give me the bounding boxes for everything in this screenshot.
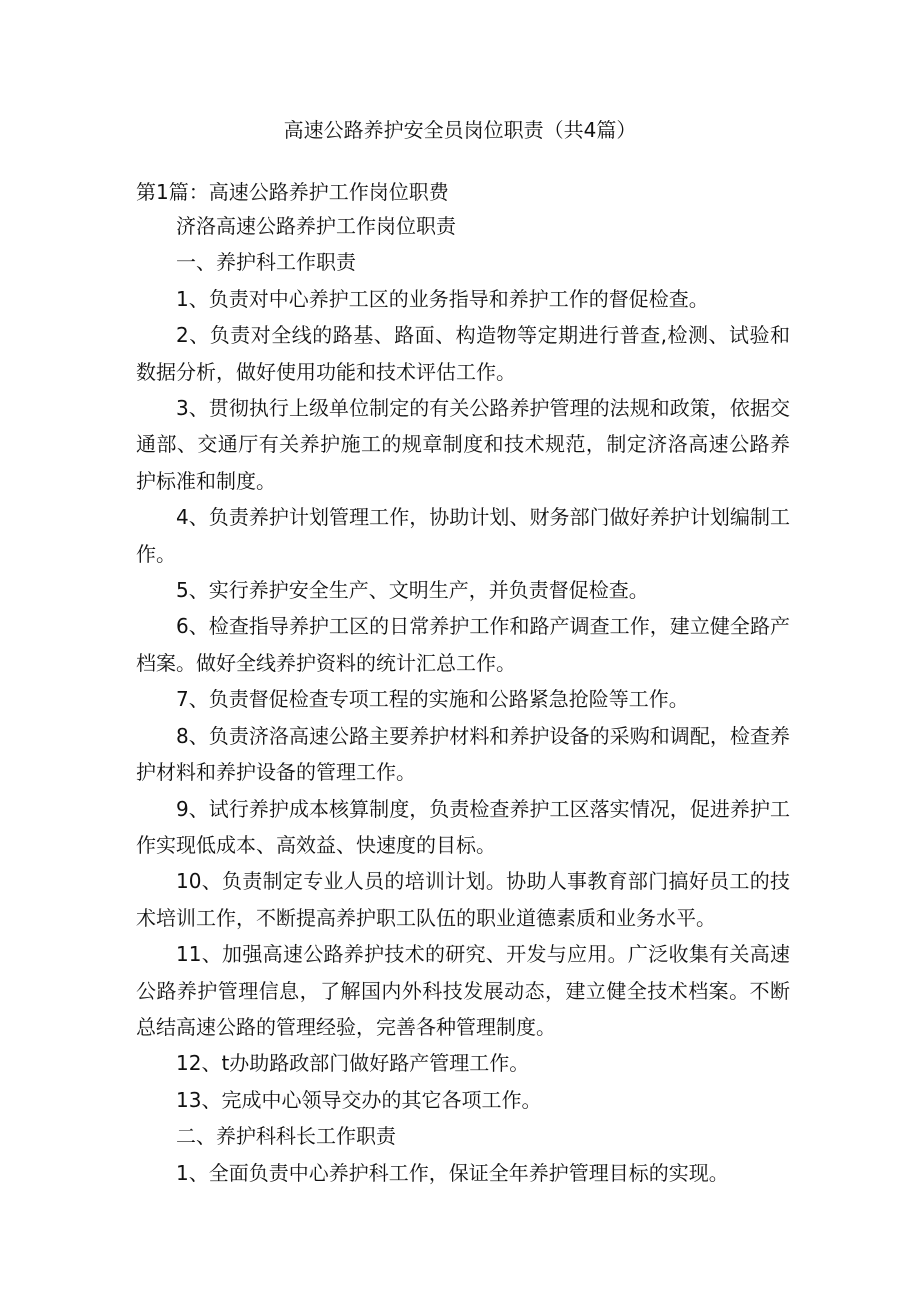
duty-item: 3、贯彻执行上级单位制定的有关公路养护管理的法规和政策，依据交通部、交通厅有关养护施工的规章制度和技术规范，制定济洛高速公路养护标准和制度。 <box>136 396 790 493</box>
duty-item: 8、负责济洛高速公路主要养护材料和养护设备的采购和调配，检查养护材料和养护设备的管理工作。 <box>136 723 790 785</box>
duty-item: 4、负责养护计划管理工作，协助计划、财务部门做好养护计划编制工作。 <box>136 505 790 566</box>
duty-item: 7、负责督促检查专项工程的实施和公路紧急抢险等工作。 <box>176 687 689 712</box>
subsection-heading: 二、养护科科长工作职责 <box>176 1124 396 1149</box>
duty-item: 9、试行养护成本核算制度，负责检查养护工区落实情况，促进养护工作实现低成本、高效益、快速度的目标。 <box>136 796 790 857</box>
duty-item: 11、加强高速公路养护技术的研究、开发与应用。广泛收集有关高速公路养护管理信息，了解国内外科技发展动态，建立健全技术档案。不断总结高速公路的管理经验，完善各种管理制度。 <box>136 942 790 1039</box>
section-heading: 第1篇：高速公路养护工作岗位职费 <box>136 180 449 204</box>
duty-item: 2、负责对全线的路基、路面、构造物等定期进行普查,检测、试验和数据分析，做好使用功能和技术评估工作。 <box>136 323 790 384</box>
duty-item: 1、全面负责中心养护科工作，保证全年养护管理目标的实现。 <box>176 1160 729 1185</box>
duty-item: 5、实行养护安全生产、文明生产，并负责督促检查。 <box>176 578 649 603</box>
subsection-heading: 一、养护科工作职责 <box>176 250 356 275</box>
subtitle-paragraph: 济洛高速公路养护工作岗位职责 <box>176 214 456 238</box>
duty-item: 6、检查指导养护工区的日常养护工作和路产调查工作，建立健全路产档案。做好全线养护资料的统计汇总工作。 <box>136 614 790 675</box>
duty-item: 12、t办助路政部门做好路产管理工作。 <box>176 1051 530 1076</box>
duty-item: 13、完成中心领导交办的其它各项工作。 <box>176 1087 542 1112</box>
duty-item: 1、负责对中心养护工区的业务指导和养护工作的督促检查。 <box>176 286 709 311</box>
duty-item: 10、负责制定专业人员的培训计划。协助人事教育部门搞好员工的技术培训工作，不断提高养护职工队伍的职业道德素质和业务水平。 <box>136 869 790 930</box>
document-title: 高速公路养护安全员岗位职责（共4篇） <box>283 118 637 142</box>
document-body <box>136 208 790 1191</box>
